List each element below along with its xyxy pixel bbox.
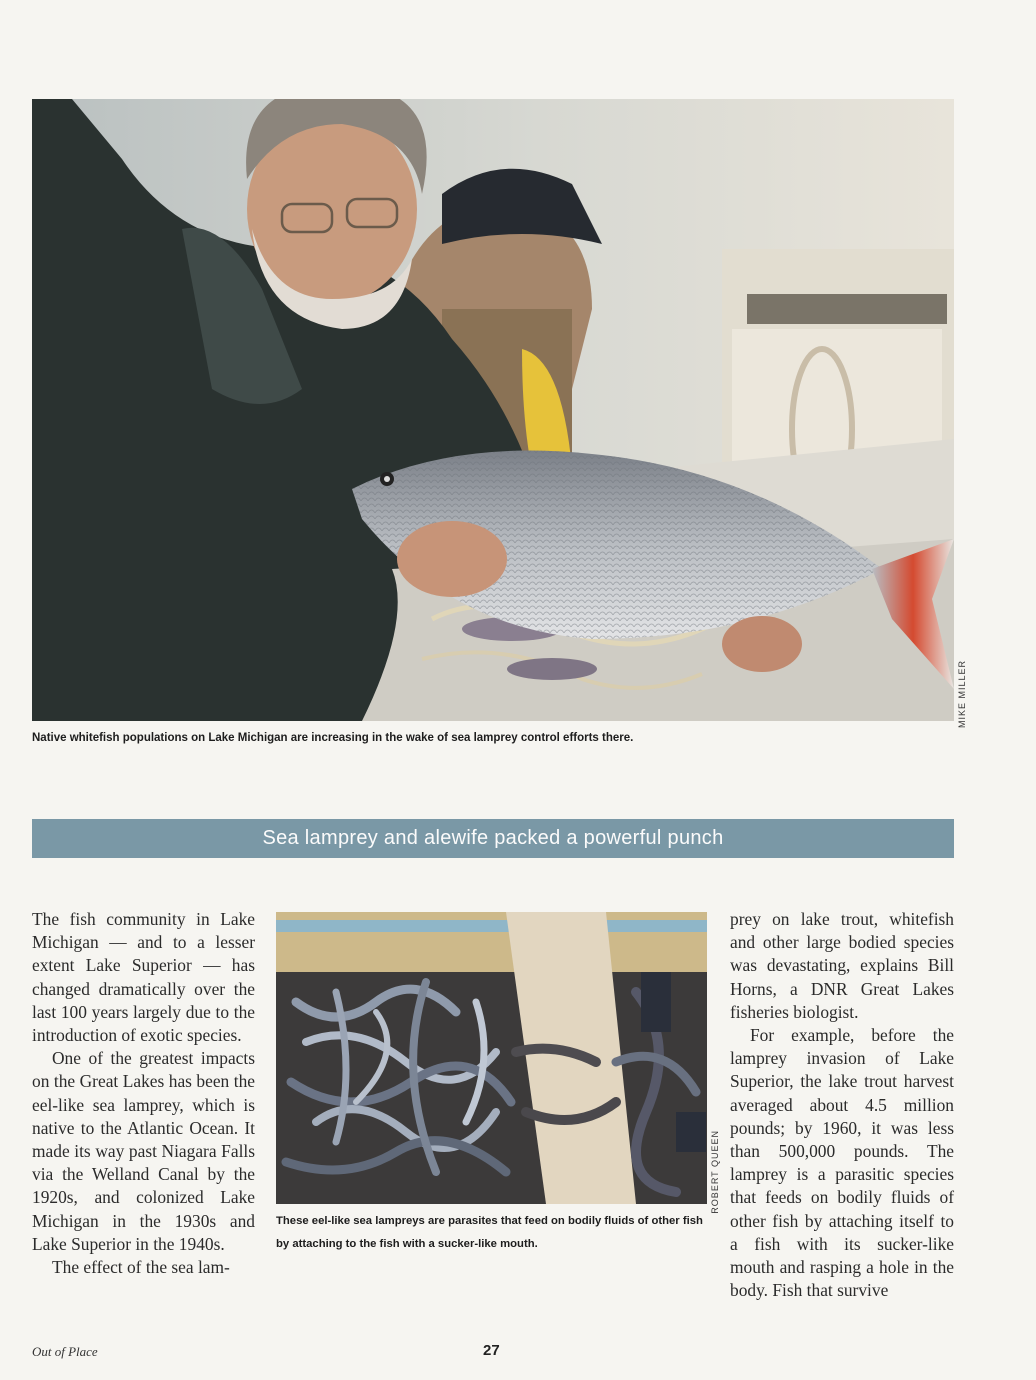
lamprey-photo-illustration [276, 912, 707, 1204]
left-text-column [32, 908, 255, 1279]
paragraph: The effect of the sea lam- [52, 1257, 230, 1278]
photo-credit: MIKE MILLER [957, 660, 967, 729]
page-number: 27 [483, 1342, 500, 1359]
whitefish-photo-illustration [32, 99, 954, 721]
paragraph: The fish community in Lake Michigan — and to a lesser extent Lake Superior — has changed dramatically over the last 100 years largely due to the introduction of exotic species. [32, 909, 255, 1046]
photo-caption: These eel-like sea lampreys are parasites that feed on bodily fluids of other fish by attaching to the fish with a sucker-like mouth. [276, 1215, 703, 1250]
paragraph: For example, before the lamprey invasion of Lake Superior, the lake trout harvest averaged about 4.5 million pounds; by 1960, it was less than 500,000 pounds. The lamprey is a parasitic species that feeds on bodily fluids of other fish by attaching itself to a fish with its sucker-like mouth and rasping a hole in the body. Fish that survive [730, 1025, 954, 1301]
lamprey-photo [276, 912, 707, 1204]
photo-credit: ROBERT QUEEN [710, 1130, 720, 1214]
section-heading: Sea lamprey and alewife packed a powerful punch [32, 819, 954, 858]
footer-section-name: Out of Place [32, 1344, 98, 1359]
paragraph: prey on lake trout, whitefish and other large bodied species was devastating, explains Bill Horns, a DNR Great Lakes fisheries biologist. [730, 909, 954, 1022]
paragraph: One of the greatest impacts on the Great Lakes has been the eel-like sea lamprey, which is native to the Atlantic Ocean. It made its way past Niagara Falls via the Welland Canal by the 1920s, and colonized Lake Michigan in the 1930s and Lake Superior in the 1940s. [32, 1048, 255, 1254]
right-text-column [730, 908, 954, 1302]
whitefish-photo [32, 99, 954, 721]
photo-caption: Native whitefish populations on Lake Michigan are increasing in the wake of sea lamprey control efforts there. [32, 732, 634, 744]
